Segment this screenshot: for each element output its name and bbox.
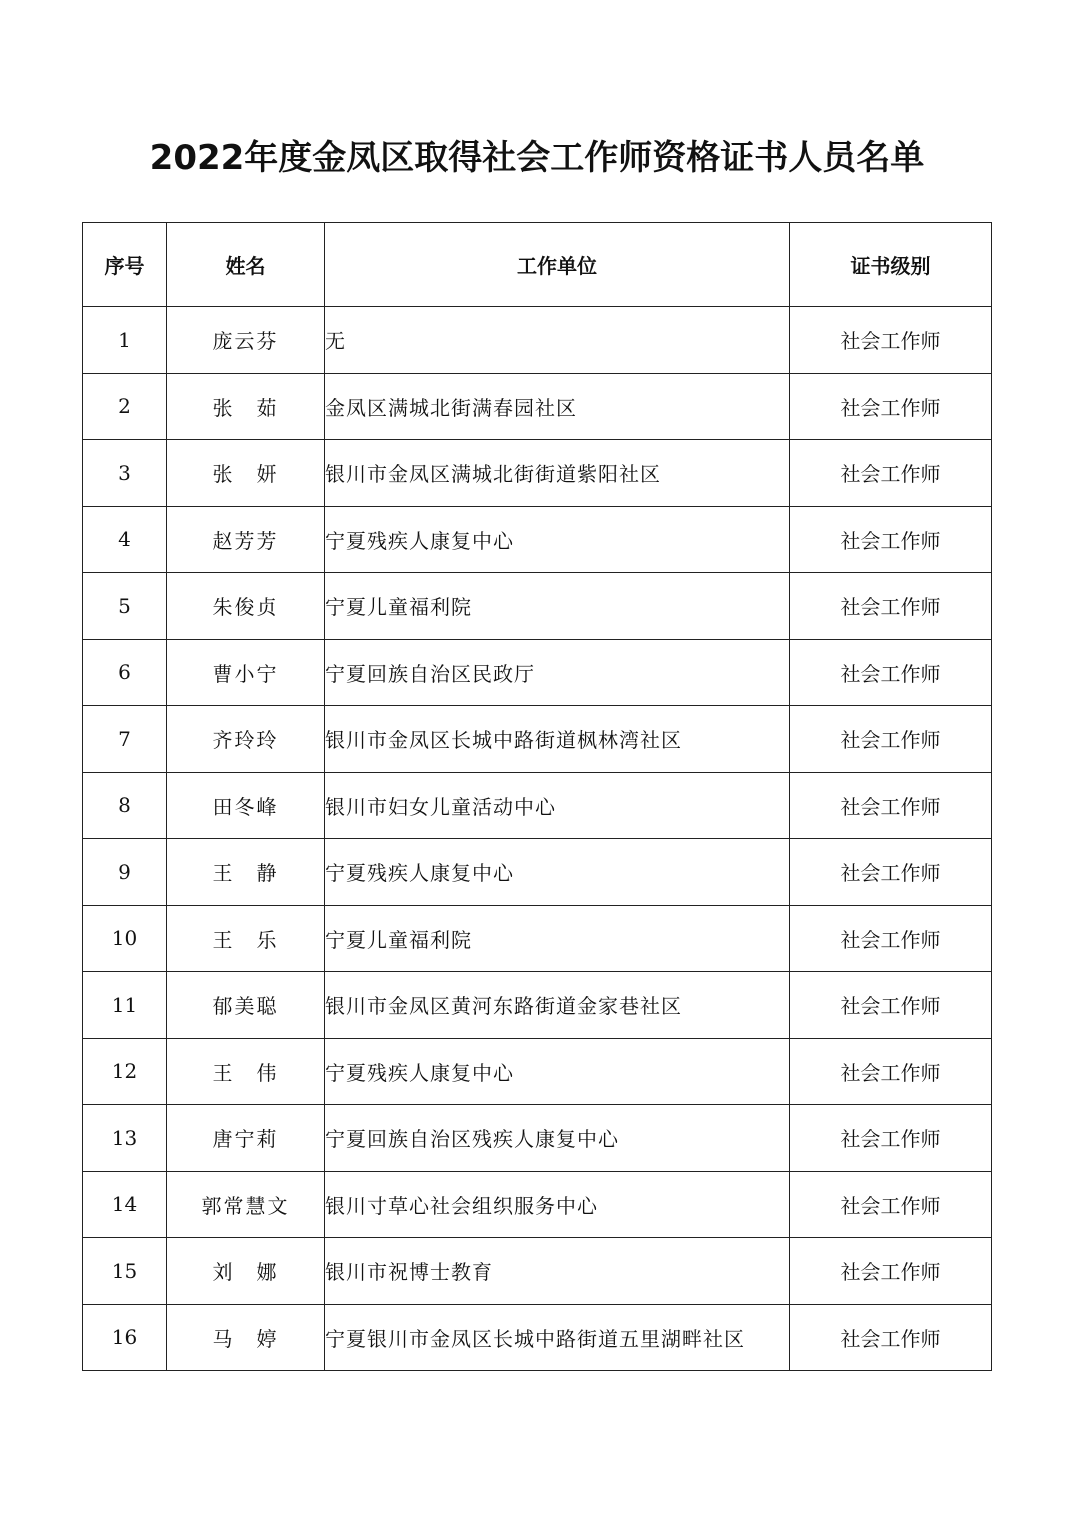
table-row xyxy=(83,772,992,839)
table-row xyxy=(83,706,992,773)
document-title: 2022年度金凤区取得社会工作师资格证书人员名单 xyxy=(149,138,925,178)
cell-name: 王 乐 xyxy=(167,905,325,972)
table-row xyxy=(83,1304,992,1371)
cell-name: 朱俊贞 xyxy=(167,573,325,640)
cell-level: 社会工作师 xyxy=(790,573,992,640)
table-row xyxy=(83,1171,992,1238)
cell-unit: 银川市妇女儿童活动中心 xyxy=(325,772,790,839)
cell-unit: 宁夏银川市金凤区长城中路街道五里湖畔社区 xyxy=(325,1304,790,1371)
cell-name: 曹小宁 xyxy=(167,639,325,706)
header-name: 姓名 xyxy=(167,223,325,307)
cell-level: 社会工作师 xyxy=(790,373,992,440)
table-row xyxy=(83,905,992,972)
table-row xyxy=(83,1105,992,1172)
cell-level: 社会工作师 xyxy=(790,639,992,706)
cell-index: 7 xyxy=(83,706,167,773)
cell-index: 5 xyxy=(83,573,167,640)
cell-name: 郁美聪 xyxy=(167,972,325,1039)
table-row xyxy=(83,839,992,906)
cell-index: 16 xyxy=(83,1304,167,1371)
cell-index: 3 xyxy=(83,440,167,507)
table-row xyxy=(83,373,992,440)
cell-level: 社会工作师 xyxy=(790,1304,992,1371)
cell-unit: 宁夏儿童福利院 xyxy=(325,905,790,972)
cell-name: 张 茹 xyxy=(167,373,325,440)
cell-level: 社会工作师 xyxy=(790,706,992,773)
cell-level: 社会工作师 xyxy=(790,1105,992,1172)
cell-index: 12 xyxy=(83,1038,167,1105)
cell-index: 6 xyxy=(83,639,167,706)
cell-unit: 无 xyxy=(325,307,790,374)
table-row xyxy=(83,1038,992,1105)
cell-unit: 银川市金凤区满城北街街道紫阳社区 xyxy=(325,440,790,507)
cell-index: 4 xyxy=(83,506,167,573)
table-body xyxy=(83,307,992,1371)
header-unit: 工作单位 xyxy=(325,223,790,307)
cell-name: 刘 娜 xyxy=(167,1238,325,1305)
cell-unit: 宁夏儿童福利院 xyxy=(325,573,790,640)
cell-index: 13 xyxy=(83,1105,167,1172)
table-header-row xyxy=(83,223,992,307)
cell-name: 庞云芬 xyxy=(167,307,325,374)
cell-index: 11 xyxy=(83,972,167,1039)
cell-name: 张 妍 xyxy=(167,440,325,507)
header-level: 证书级别 xyxy=(790,223,992,307)
cell-unit: 宁夏回族自治区民政厅 xyxy=(325,639,790,706)
cell-name: 王 伟 xyxy=(167,1038,325,1105)
cell-unit: 金凤区满城北街满春园社区 xyxy=(325,373,790,440)
cell-level: 社会工作师 xyxy=(790,839,992,906)
cell-level: 社会工作师 xyxy=(790,506,992,573)
cell-unit: 宁夏残疾人康复中心 xyxy=(325,1038,790,1105)
table-row xyxy=(83,506,992,573)
cell-level: 社会工作师 xyxy=(790,1171,992,1238)
table-row xyxy=(83,972,992,1039)
cell-name: 王 静 xyxy=(167,839,325,906)
cell-unit: 银川市金凤区黄河东路街道金家巷社区 xyxy=(325,972,790,1039)
cell-level: 社会工作师 xyxy=(790,440,992,507)
cell-level: 社会工作师 xyxy=(790,772,992,839)
cell-unit: 宁夏残疾人康复中心 xyxy=(325,839,790,906)
cell-unit: 宁夏残疾人康复中心 xyxy=(325,506,790,573)
cell-level: 社会工作师 xyxy=(790,1238,992,1305)
cell-index: 10 xyxy=(83,905,167,972)
cell-index: 15 xyxy=(83,1238,167,1305)
table-row xyxy=(83,440,992,507)
cell-index: 9 xyxy=(83,839,167,906)
cell-index: 14 xyxy=(83,1171,167,1238)
cell-index: 2 xyxy=(83,373,167,440)
header-index: 序号 xyxy=(83,223,167,307)
cell-level: 社会工作师 xyxy=(790,905,992,972)
cell-level: 社会工作师 xyxy=(790,307,992,374)
cell-level: 社会工作师 xyxy=(790,1038,992,1105)
roster-table xyxy=(82,222,992,1371)
table-row xyxy=(83,307,992,374)
table-row xyxy=(83,1238,992,1305)
cell-name: 唐宁莉 xyxy=(167,1105,325,1172)
table-row xyxy=(83,639,992,706)
cell-name: 马 婷 xyxy=(167,1304,325,1371)
cell-index: 8 xyxy=(83,772,167,839)
cell-name: 田冬峰 xyxy=(167,772,325,839)
cell-unit: 宁夏回族自治区残疾人康复中心 xyxy=(325,1105,790,1172)
cell-unit: 银川市金凤区长城中路街道枫林湾社区 xyxy=(325,706,790,773)
cell-name: 赵芳芳 xyxy=(167,506,325,573)
table-row xyxy=(83,573,992,640)
cell-unit: 银川市祝博士教育 xyxy=(325,1238,790,1305)
cell-unit: 银川寸草心社会组织服务中心 xyxy=(325,1171,790,1238)
cell-name: 齐玲玲 xyxy=(167,706,325,773)
cell-index: 1 xyxy=(83,307,167,374)
cell-name: 郭常慧文 xyxy=(167,1171,325,1238)
cell-level: 社会工作师 xyxy=(790,972,992,1039)
